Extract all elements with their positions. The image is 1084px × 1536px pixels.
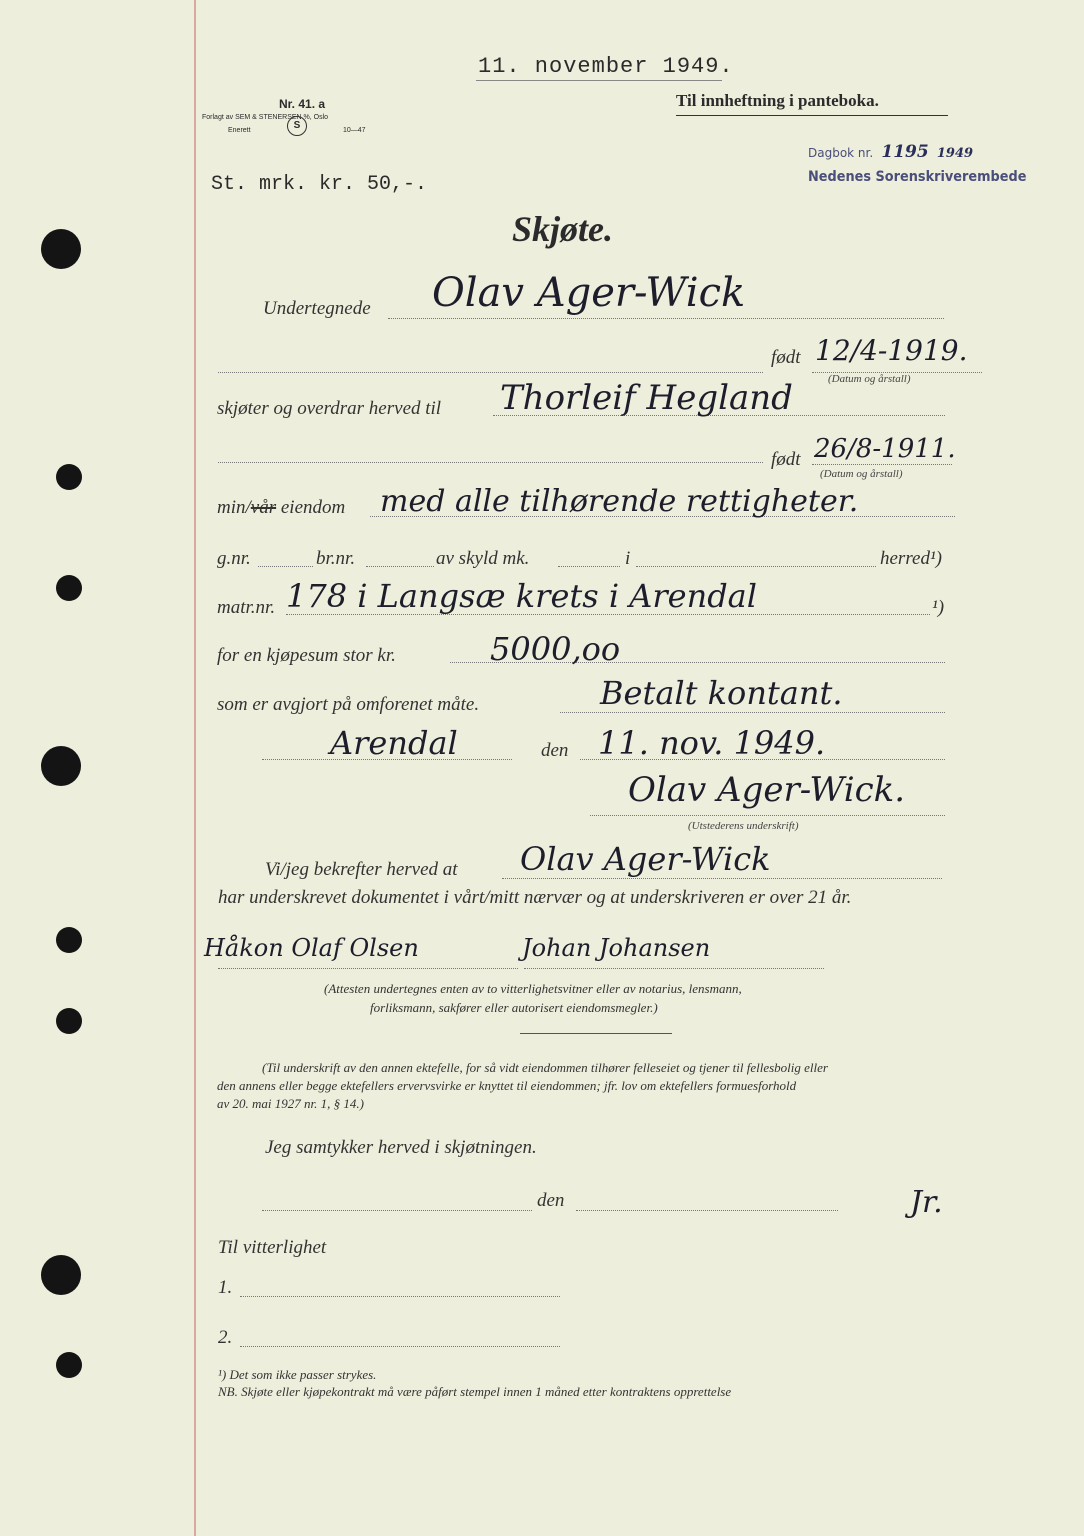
matr-value: 178 i Langsæ krets i Arendal [286,577,757,615]
settled-value: Betalt kontant. [600,674,843,712]
fodt-label-buyer: født [771,449,801,470]
punch-hole [56,927,82,953]
document-title: Skjøte. [512,209,614,249]
consent-mark: Jr. [910,1185,943,1220]
consent-text: Jeg samtykker herved i skjøtningen. [265,1137,537,1158]
dotted-line [812,464,952,465]
margin-line [194,0,196,1536]
den-label: den [541,740,569,761]
punch-hole [56,464,82,490]
dotted-line [558,566,620,567]
spouse-note-1: (Til underskrift av den annen ektefelle, for så vidt eiendommen tilhører felleseiet og tjener til fellesbolig eller [262,1060,828,1075]
eiendom-label-struck: vår [250,497,277,518]
seller-signature: Olav Ager-Wick. [628,770,906,810]
attest-note-2: forliksmann, sakfører eller autorisert eiendomsmegler.) [370,1000,658,1015]
price-value: 5000,oo [490,630,621,668]
dotted-line [502,878,942,879]
dotted-line [218,462,763,463]
form-date: 10—47 [343,127,366,134]
i-label: i [625,548,631,569]
eiendom-label-post: eiendom [276,497,346,518]
top-right-underline [676,115,948,116]
stamp-duty: St. mrk. kr. 50,-. [211,173,428,196]
dotted-line [560,712,945,713]
witness-line-1 [240,1296,560,1297]
dotted-line [218,372,763,373]
confirm-text: har underskrevet dokumentet i vårt/mitt nærvær og at underskriveren er over 21 år. [218,887,852,908]
top-right-label: Til innheftning i panteboka. [676,91,879,110]
punch-hole [41,229,81,269]
punch-hole [41,1255,81,1295]
punch-hole [56,575,82,601]
matr-footnote-mark: ¹) [932,597,945,618]
copyright-line: Enerett [228,127,251,134]
witness-2-signature: Johan Johansen [522,934,711,962]
dotted-line [388,318,944,319]
confirm-name: Olav Ager-Wick [520,840,771,878]
document-date: 11. november 1949. [478,54,734,79]
skyld-label: av skyld mk. [436,548,530,569]
dotted-line [636,566,876,567]
signature-hint: (Utstederens underskrift) [688,820,799,832]
dotted-line [218,968,518,969]
punch-hole [56,1352,82,1378]
datum-hint: (Datum og årstall) [828,373,911,385]
consent-den-label: den [537,1190,565,1211]
eiendom-label-pre: min/ [217,497,251,518]
dotted-line [258,566,313,567]
form-number: Nr. 41. a [279,97,326,111]
publisher-line: Forlagt av SEM & STENERSEN %, Oslo [202,114,329,121]
registration-stamp [808,142,973,162]
dotted-line [262,1210,532,1211]
matr-label: matr.nr. [217,597,276,618]
spouse-note-2: den annens eller begge ektefellers ervervsvirke er knyttet til eiendommen; jfr. lov om ektefellers formuesforhold [217,1078,797,1093]
price-label: for en kjøpesum stor kr. [217,645,396,666]
datum-hint-buyer: (Datum og årstall) [820,468,903,480]
seller-birth-date: 12/4-1919. [815,334,968,367]
buyer-birth-date: 26/8-1911. [814,434,956,464]
sign-date: 11. nov. 1949. [598,724,826,762]
witness-heading: Til vitterlighet [218,1237,327,1258]
punch-hole [56,1008,82,1034]
witness-line-1-label: 1. [218,1277,233,1298]
watermark-stamp [501,120,640,160]
signature-line [590,815,945,816]
dotted-line [366,566,434,567]
dotted-line [524,968,824,969]
fodt-label: født [771,347,801,368]
brnr-label: br.nr. [316,548,356,569]
publisher-logo: S [287,116,307,136]
stamp-number-value: 1195 [881,142,929,162]
stamp-office: Nedenes Sorenskriverembede [808,169,1027,185]
dotted-line [576,1210,838,1211]
spouse-note-3: av 20. mai 1927 nr. 1, § 14.) [217,1096,364,1111]
witness-line-2 [240,1346,560,1347]
stamp-number-label: Dagbok nr. [808,146,874,160]
eiendom-label [217,497,345,519]
punch-hole [41,746,81,786]
gnr-label: g.nr. [217,548,251,569]
footnote-2: NB. Skjøte eller kjøpekontrakt må være påført stempel innen 1 måned etter kontraktens opprettelse [218,1384,732,1399]
place-value: Arendal [330,724,458,762]
undertegnede-label: Undertegnede [263,298,371,319]
confirm-label: Vi/jeg bekrefter herved at [265,859,458,880]
date-underline [476,80,722,81]
separator-line [520,1033,672,1034]
buyer-name: Thorleif Hegland [500,378,793,418]
witness-line-2-label: 2. [218,1327,233,1348]
settled-label: som er avgjort på omforenet måte. [217,694,480,715]
transfer-label: skjøter og overdrar herved til [217,398,442,419]
attest-note-1: (Attesten undertegnes enten av to vitterlighetsvitner eller av notarius, lensmann, [324,981,742,996]
witness-1-signature: Håkon Olaf Olsen [204,934,419,962]
stamp-year: 1949 [936,146,974,161]
seller-name: Olav Ager-Wick [432,270,746,316]
property-description: med alle tilhørende rettigheter. [380,484,859,519]
herred-label: herred¹) [880,548,942,569]
footnote-1: ¹) Det som ikke passer strykes. [218,1367,377,1382]
